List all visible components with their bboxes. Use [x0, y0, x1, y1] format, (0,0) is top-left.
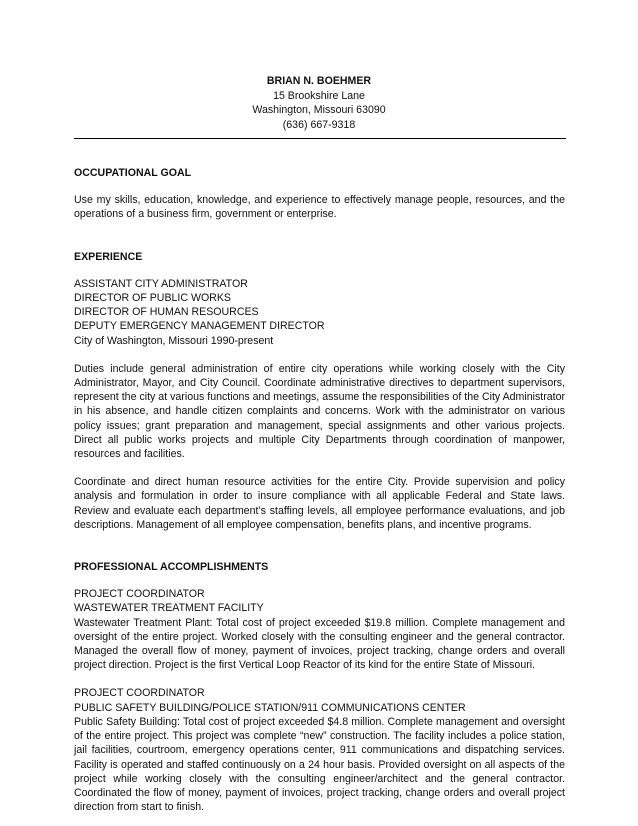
experience-hr-duties: Coordinate and direct human resource activities for the entire City. Provide supervision and policy analysis and formulation in order to insure compliance with all applicable Federal and State laws. Review and evaluate each department’s staffing levels, all employee performance evaluations, and job descriptions. Management of all employee compensation, benefits plans, and incentive programs. — [74, 476, 565, 531]
experience-duties: Duties include general administration of entire city operations while working closely with the City Administrator, Mayor, and City Council. Coordinate administrative directives to department supervisors, represent the city at various functions and meetings, assume the responsibilities of the City Administrator in his absence, and handle citizen complaints and concerns. Work with the administrator on various policy issues; grant preparation and management, special assignments and other various projects. Direct all public works projects and multiple City Departments through coordination of manpower, resources and facilities. — [74, 362, 565, 461]
project-name: PUBLIC SAFETY BUILDING/POLICE STATION/911 COMMUNICATIONS CENTER — [74, 701, 466, 714]
project-description: Wastewater Treatment Plant: Total cost of project exceeded $19.8 million. Complete management and oversight of the entire project. Worked closely with the consulting engineer and the general contractor. Managed the overall flow of money, payment of invoices, project tracking, change orders and overall project direction. Project is the first Vertical Loop Reactor of its kind for the entire State of Missouri. — [74, 616, 565, 672]
header-divider — [74, 138, 566, 139]
phone-number: (636) 667-9318 — [282, 118, 356, 131]
resume-body — [74, 166, 565, 814]
position-title: ASSISTANT CITY ADMINISTRATOR — [74, 277, 248, 290]
project-role: PROJECT COORDINATOR — [74, 687, 205, 700]
project-description: Public Safety Building: Total cost of project exceeded $4.8 million. Complete management and oversight of the entire project. This project was complete “new” construction. The facility includes a police station, jail facilities, courtroom, emergency operations center, 911 communications and dispatching services. Facility is operated and staffed continuously on a 24 hour basis. Provided oversight on all aspects of the project while working closely with the consulting engineer/architect and the general contractor. Coordinated the flow of money, payment of invoices, project tracking, change orders and overall project direction from start to finish. — [74, 715, 565, 814]
section-title-goal: OCCUPATIONAL GOAL — [74, 167, 192, 179]
applicant-name: BRIAN N. BOEHMER — [266, 75, 372, 87]
project-name: WASTEWATER TREATMENT FACILITY — [74, 602, 264, 615]
street-address: 15 Brookshire Lane — [273, 89, 365, 102]
resume-header — [0, 74, 638, 132]
position-title: DEPUTY EMERGENCY MANAGEMENT DIRECTOR — [74, 320, 325, 333]
employer: City of Washington, Missouri 1990-present — [74, 334, 274, 347]
goal-text: Use my skills, education, knowledge, and experience to effectively manage people, resources, and the operations of a business firm, government or enterprise. — [74, 194, 565, 221]
project-role: PROJECT COORDINATOR — [74, 588, 205, 601]
section-title-experience: EXPERIENCE — [74, 250, 143, 263]
position-title: DIRECTOR OF HUMAN RESOURCES — [74, 306, 259, 319]
section-title-accomplishments: PROFESSIONAL ACCOMPLISHMENTS — [74, 561, 269, 574]
city-state-zip: Washington, Missouri 63090 — [252, 104, 386, 117]
position-title: DIRECTOR OF PUBLIC WORKS — [74, 292, 231, 305]
